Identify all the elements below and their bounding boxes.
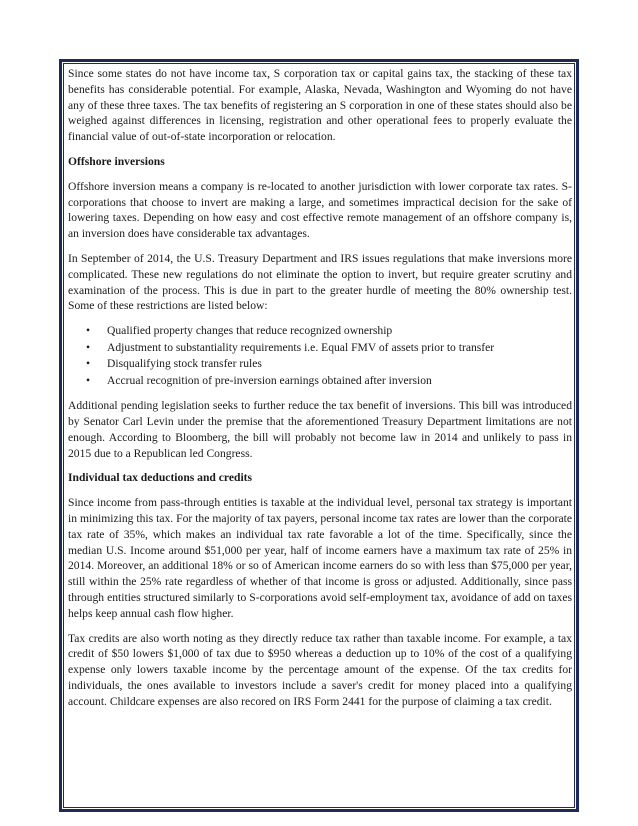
list-item-text: Adjustment to substantiality requirements i.e. Equal FMV of assets prior to transfer [107, 340, 495, 354]
paragraph-state-taxes: Since some states do not have income tax, S corporation tax or capital gains tax, the stacking of these tax benefits has considerable potential. For example, Alaska, Nevada, Washington and Wyoming do not have any of these three taxes. The tax benefits of registering an S corporation in one of these states should also be weighed against differences in licensing, registration and other operational fees to properly evaluate the financial value of out-of-state incorporation or relocation. [68, 67, 572, 144]
list-item [68, 373, 572, 390]
paragraph-offshore-definition: Offshore inversion means a company is re-located to another jurisdiction with lower corporate tax rates. S-corporations that choose to invert are making a large, and sometimes impractical decision for the sake of lowering taxes. Depending on how easy and cost effective remote management of an offshore company is, an inversion does have considerable tax advantages. [68, 179, 572, 241]
restrictions-list [68, 323, 572, 389]
list-item [68, 340, 572, 357]
heading-offshore-inversions: Offshore inversions [68, 154, 165, 168]
list-item-text: Accrual recognition of pre-inversion earnings obtained after inversion [107, 373, 432, 387]
list-item [68, 356, 572, 373]
paragraph-pending-legislation: Additional pending legislation seeks to further reduce the tax benefit of inversions. This bill was introduced by Senator Carl Levin under the premise that the aforementioned Treasury Department limitations are not enough. According to Bloomberg, the bill will probably not become law in 2014 and unlikely to pass in 2015 due to a Republican led Congress. [68, 399, 572, 460]
list-item [68, 323, 572, 340]
paragraph-tax-credits: Tax credits are also worth noting as they directly reduce tax rather than taxable income. For example, a tax credit of $50 lowers $1,000 of tax due to $950 whereas a deduction up to 10% of the cost of a qualifying expense only lowers taxable income by the percentage amount of the expense. Of the tax credits for individuals, the ones available to investors include a saver's credit for money placed into a qualifying account. Childcare expenses are also recored on IRS Form 2441 for the purpose of claiming a tax credit. [68, 631, 572, 708]
paragraph-treasury-regulations: In September of 2014, the U.S. Treasury Department and IRS issues regulations that make inversions more complicated. These new regulations do not eliminate the option to invert, but require greater scrutiny and examination of the process. This is due in part to the greater hurdle of meeting the 80% ownership test. Some of these restrictions are listed below: [68, 251, 572, 313]
bullet-icon: • [86, 373, 91, 387]
list-item-text: Disqualifying stock transfer rules [107, 357, 262, 371]
document-body [68, 66, 572, 719]
list-item-text: Qualified property changes that reduce recognized ownership [107, 324, 393, 338]
bullet-icon: • [86, 340, 91, 354]
bullet-icon: • [86, 324, 91, 338]
bullet-icon: • [86, 357, 91, 371]
paragraph-individual-strategy: Since income from pass-through entities is taxable at the individual level, personal tax strategy is important in minimizing this tax. For the majority of tax payers, personal income tax rates are lower than the corporate tax rate of 35%, which makes an individual tax rate favorable a lot of the time. Specifically, since the median U.S. Income around $51,000 per year, half of income earners have a maximum tax rate of 25% in 2014. Moreover, an additional 18% or so of American income earners do so with less than $75,000 per year, still within the 25% rate regardless of whether of that income is gross or adjusted. Additionally, since pass through entities structured similarly to S-corporations avoid self-employment tax, avoidance of add on taxes helps keep annual cash flow higher. [68, 496, 572, 620]
heading-individual-tax: Individual tax deductions and credits [68, 471, 253, 485]
